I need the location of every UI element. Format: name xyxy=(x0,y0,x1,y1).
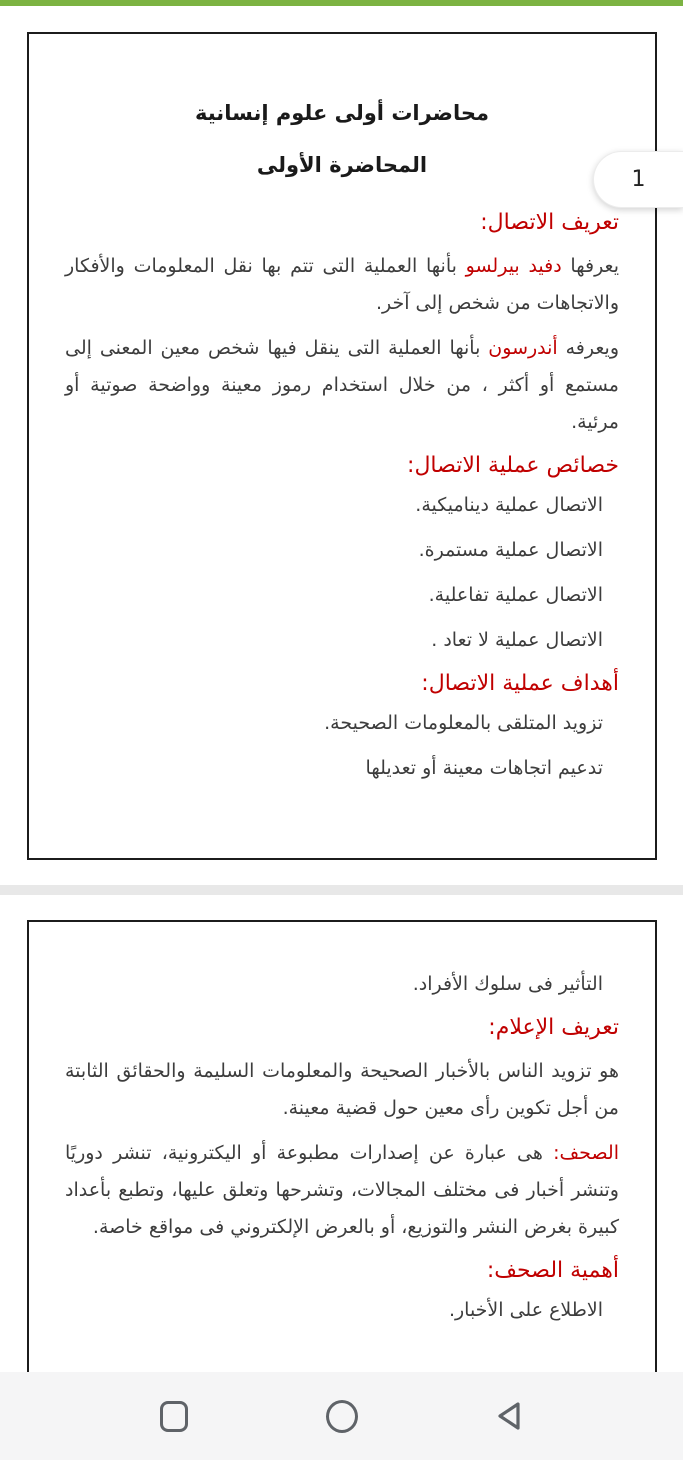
list-item: الاطلاع على الأخبار. xyxy=(448,1299,603,1321)
back-button[interactable] xyxy=(449,1372,569,1460)
highlighted-name-berlo: دفيد بيرلسو xyxy=(465,255,562,277)
home-button[interactable] xyxy=(282,1372,402,1460)
paragraph-media-definition: هو تزويد الناس بالأخبار الصحيحة والمعلومات السليمة والحقائق الثابتة من أجل تكوين رأى معين حول قضية معينة. xyxy=(65,1060,619,1119)
highlighted-name-anderson: أندرسون xyxy=(488,337,558,359)
back-triangle-icon xyxy=(493,1398,525,1434)
page-number-badge[interactable] xyxy=(593,151,683,208)
heading-media-definition: تعريف الإعلام: xyxy=(488,1015,619,1040)
top-accent-bar xyxy=(0,0,683,6)
android-navigation-bar xyxy=(0,1372,683,1460)
page-2-content xyxy=(29,922,655,1333)
list-item: الاتصال عملية ديناميكية. xyxy=(415,494,603,516)
heading-communication-goals: أهداف عملية الاتصال: xyxy=(421,671,619,696)
list-item: تزويد المتلقى بالمعلومات الصحيحة. xyxy=(324,712,603,734)
recents-button[interactable] xyxy=(114,1372,234,1460)
home-circle-icon xyxy=(326,1400,358,1433)
paragraph-berlo-definition xyxy=(65,248,619,322)
list-item: الاتصال عملية لا تعاد . xyxy=(431,629,603,651)
document-page-1[interactable] xyxy=(27,32,657,860)
paragraph-anderson-definition xyxy=(65,330,619,441)
heading-communication-definition: تعريف الاتصال: xyxy=(480,210,619,235)
list-item: الاتصال عملية مستمرة. xyxy=(418,539,603,561)
list-item: تدعيم اتجاهات معينة أو تعديلها xyxy=(365,757,603,779)
list-item: التأثير فى سلوك الأفراد. xyxy=(412,973,603,995)
document-page-2[interactable] xyxy=(27,920,657,1440)
paragraph-press-definition xyxy=(65,1135,619,1246)
heading-communication-characteristics: خصائص عملية الاتصال: xyxy=(407,453,619,478)
heading-press-importance: أهمية الصحف: xyxy=(486,1258,619,1283)
page-gap-divider xyxy=(0,885,683,895)
list-item: الاتصال عملية تفاعلية. xyxy=(428,584,603,606)
paragraph-text: ويعرفه xyxy=(557,337,619,359)
paragraph-text: بأنها العملية التى ينقل فيها شخص معين المعنى إلى مستمع أو أكثر ، من خلال استخدام رموز معينة وواضحة صوتية أو مرئية. xyxy=(65,337,619,433)
page-number-label: 1 xyxy=(631,167,646,192)
document-title-line-2: المحاضرة الأولى xyxy=(256,153,428,177)
highlighted-term-press: الصحف: xyxy=(553,1142,619,1164)
page-1-content xyxy=(29,34,655,791)
document-title-line-1: محاضرات أولى علوم إنسانية xyxy=(195,101,489,125)
paragraph-text: يعرفها xyxy=(561,255,620,277)
paragraph-text: هى عبارة عن إصدارات مطبوعة أو اليكترونية، تنشر دوريًا وتنشر أخبار فى مختلف المجالات، وتشرحها وتعلق عليها، وتطبع بأعداد كبيرة بغرض النشر والتوزيع، أو بالعرض الإلكتروني فى مواقع خاصة. xyxy=(65,1142,619,1238)
recents-square-icon xyxy=(160,1401,188,1432)
paragraph-text: بأنها العملية التى تتم بها نقل المعلومات والأفكار والاتجاهات من شخص إلى آخر. xyxy=(65,255,619,314)
